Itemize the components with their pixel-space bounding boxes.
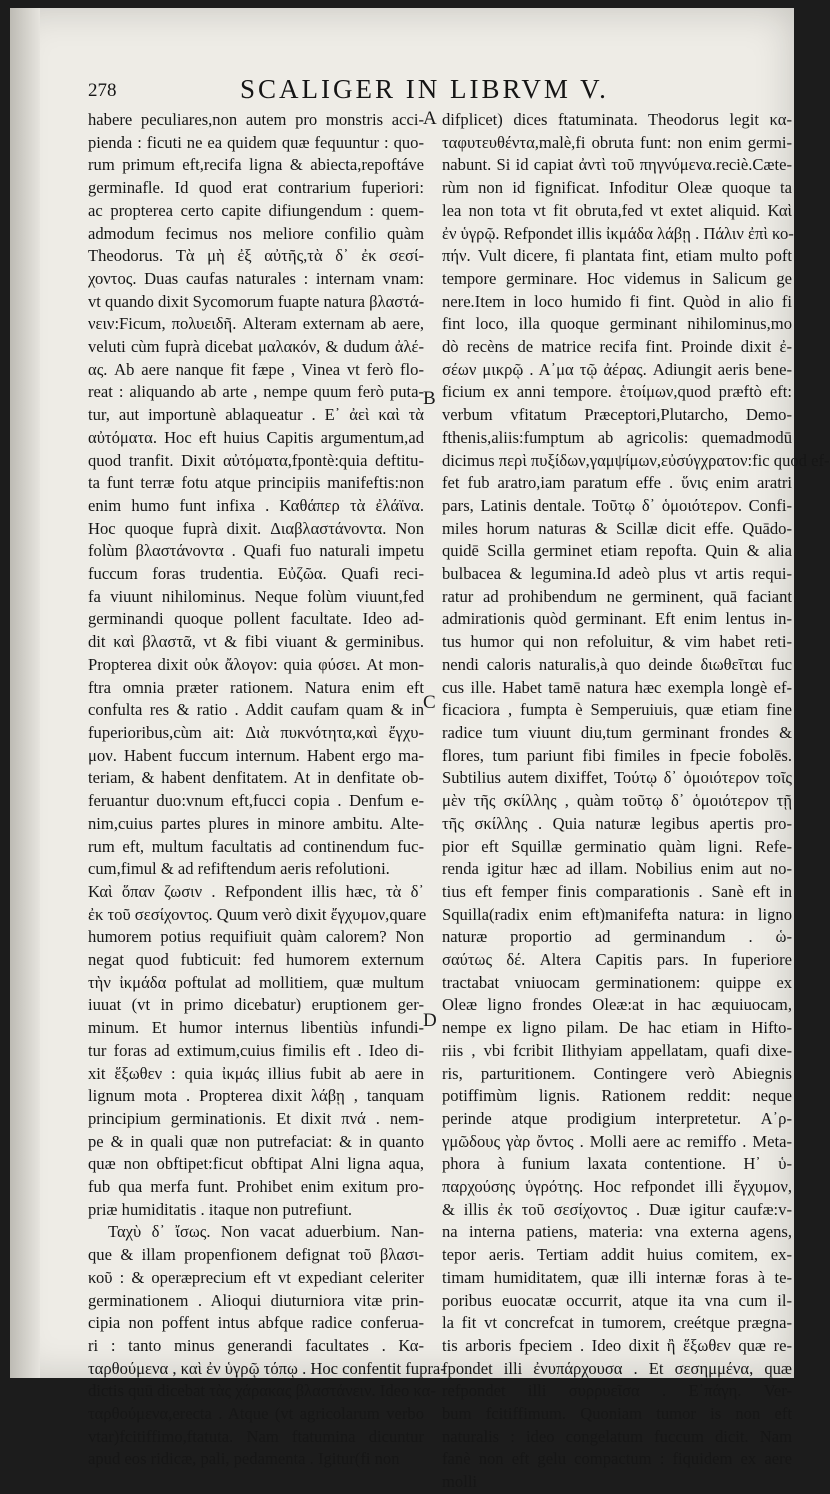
text-line: fint loco, illa quoque germinant nihilominus,mo	[442, 314, 792, 334]
text-line: κοῦ : & operæprecium eft vt expediant celeriter	[88, 1267, 424, 1287]
text-line: phora à funium laxata contentione. Η᾽ ὑ-	[442, 1154, 792, 1174]
text-line: Propterea dixit οὐκ ἄλογον: quia φύσει. At mon-	[88, 654, 424, 674]
text-line: μὲν τῆς σκίλλης , quàm τοῦτῳ δ᾽ ὁμοιότερον τῇ	[442, 791, 792, 811]
text-line: Καὶ ὅπαν ζωσιν . Refpondent illis hæc, τὰ δ᾽	[88, 881, 424, 901]
text-line: σαύτως δέ. Altera Capitis pars. In fuperiore	[442, 950, 792, 970]
text-line: xit ἕξωθεν : quia ἰκμάς illius fubit ab aere in	[88, 1063, 424, 1083]
text-line: ἐν ὑγρῷ. Refpondet illis ἰκμάδα λάβῃ . Πάλιν ἐπὶ κο-	[442, 223, 794, 243]
text-line: apud eos ridicæ, pali, pedamenta . Igitur(fi non	[88, 1449, 400, 1469]
text-line: ri : tanto minus generandi facultates . Κα-	[88, 1335, 424, 1355]
text-line: nere.Item in loco humido fi fint. Quòd in alio fi	[442, 291, 792, 311]
text-line: ταρθούμενα , καὶ ἐν ὑγρῷ τόπῳ . Hoc confentit fupra-	[88, 1358, 446, 1378]
text-line: dicimus περὶ πυξίδων,γαμψίμων,εὐσύγχρατον:fic quod ef-	[442, 450, 830, 470]
text-line: na interna patiens, materia: vna externa agens,	[442, 1222, 792, 1242]
text-line: nim,cuius partes plures in minore ambitu. Alte-	[88, 813, 424, 833]
text-line: χοντος. Duas caufas naturales : internam vnam:	[88, 268, 424, 288]
text-line: dictis quū dicebat τὰς χάρακας βλαστάνειν. Ideo κα-	[88, 1381, 436, 1401]
text-line: rum primum eft,recifa ligna & abiecta,repoftáve	[88, 155, 424, 175]
text-line: fpondet illi ἐνυπάρχουσα . Et σεσημμένα, quæ	[442, 1358, 792, 1378]
text-line: teriam, & habent denfitatem. At in denfitate ob-	[88, 768, 424, 788]
text-line: μον. Habent fuccum internum. Habent ergo ma-	[88, 745, 424, 765]
text-line: nempe ex ligno pilam. De hac etiam in Hifto-	[442, 1018, 792, 1038]
text-line: νειν:Ficum, πολυειδῆ. Alteram externam ab aere,	[88, 314, 424, 334]
left-text-column	[88, 109, 446, 1471]
text-line: tur foras ad extimum,cuius fimilis eft . Ideo di-	[88, 1040, 424, 1060]
page-header	[88, 74, 788, 110]
text-line: refpondet illi συρρυεῖσα . Ε᾽πάγη. Ver-	[442, 1381, 792, 1401]
text-line: germinafle. Id quod erat contrarium fuperiori:	[88, 178, 424, 198]
text-line: ftra omnia præter rationem. Natura enim eft	[88, 677, 424, 697]
text-line: tempore germinare. Hoc videmus in Salicum ge	[442, 268, 792, 288]
text-line: tepor aeris. Tertiam addit huius comitem, ex-	[442, 1245, 792, 1265]
text-line: πήν. Vult dicere, fi plantata fint, etiam multo poft	[442, 246, 792, 266]
margin-marker-d: D	[423, 1010, 437, 1031]
text-line: παρχούσης ὑγρότης. Hoc refpondet illi ἔγχυμον,	[442, 1177, 792, 1197]
text-line: γμῶδους γὰρ ὄντος . Molli aere ac remiffo . Meta-	[442, 1131, 792, 1151]
text-line: verbum vfitatum Præceptori,Plutarcho, Demo-	[442, 405, 792, 425]
text-line: cus ille. Habet tamē natura hæc exempla longè ef-	[442, 677, 792, 697]
margin-marker-b: B	[423, 388, 436, 409]
text-line: ficaciora , fumpta è Semperuiuis, quæ etiam fine	[442, 700, 792, 720]
text-line: tis arboris fpeciem . Ideo dixit ἢ ἕξωθεν quæ re-	[442, 1335, 792, 1355]
text-line: naturæ proportio ad germinandum . ὡ-	[442, 927, 792, 947]
text-line: τῆς σκίλλης . Quia naturæ legibus apertis pro-	[442, 813, 792, 833]
text-line: ac propterea certo capite difiungendum : quem-	[88, 200, 424, 220]
text-line: Squilla(radix enim eft)manifefta natura: in ligno	[442, 904, 792, 924]
text-line: folùm βλαστάνοντα . Quafi fuo naturali impetu	[88, 541, 424, 561]
text-line: minum. Et humor internus libentiùs infundi-	[88, 1018, 424, 1038]
text-line: renda igitur hæc ad illam. Nobilius enim aut no-	[442, 859, 792, 879]
margin-marker-a: A	[423, 108, 437, 129]
text-line: tractabat vniuocam germinationem: quippe ex	[442, 972, 792, 992]
text-line: vtar)fcitiffimo,ftatuta. Nam ftatumina dicuntur	[88, 1426, 424, 1446]
text-line: bum fcitiffimum. Quoniam tumor is non eft	[442, 1404, 792, 1424]
text-line: feruantur duo:vnum eft,fucci copia . Denfum e-	[88, 791, 424, 811]
text-line: perinde atque prodigium interpretetur. Α᾽ρ-	[442, 1108, 792, 1128]
text-line: nendi caloris naturalis,à quo deinde διωθεῖται fuc	[442, 654, 792, 674]
text-line: cipia non poffent intus abfque radice conferua-	[88, 1313, 424, 1333]
text-line: timam humiditatem, quæ illi internæ foras à te-	[442, 1267, 792, 1287]
text-line: fuperioribus,cùm ait: Διὰ πυκνότητα,καὶ ἔγχυ-	[88, 722, 424, 742]
text-line: poribus euocatæ occurrit, atque ita vna cum il-	[442, 1290, 792, 1310]
text-line: dò recèns de matrice recifa fint. Proinde dixit ἐ-	[442, 337, 792, 357]
text-line: vt quando dixit Sycomorum fuapte natura βλαστά-	[88, 291, 425, 311]
text-line: cum,fimul & ad refiftendum aeris refolutioni.	[88, 859, 390, 879]
text-line: que & illam propenfionem defignat τοῦ βλασι-	[88, 1245, 424, 1265]
text-line: veluti cùm fuprà dicebat μαλακόν, & dudum ἀλέ-	[88, 337, 424, 357]
text-line: germinandi quoque pollent facultate. Ideo ad-	[88, 609, 424, 629]
text-line: iuuat (vt in primo dicebatur) eruptionem ger-	[88, 995, 424, 1015]
text-line: tur, aut importunè ablaqueatur . Ε᾽ ἀεὶ καὶ τὰ	[88, 405, 424, 425]
text-line: miles horum naturas & Scillæ dicit effe. Quādo-	[442, 518, 792, 538]
text-line: enim humo funt infixa . Καθάπερ τὰ ἐλάϊνα.	[88, 495, 424, 515]
text-line: priæ humiditatis . itaque non putrefiunt.	[88, 1199, 353, 1219]
text-line: fuccum foras trudentia. Εὐζῶα. Quafi reci-	[88, 564, 424, 584]
text-line: negat quod fubticuit: fed humorem externum	[88, 950, 424, 970]
text-line: radice tum viuunt diu,tum germinant frondes &	[442, 722, 792, 742]
text-line: la fit vt concrefcat in tumorem, creétque prægna-	[442, 1313, 792, 1333]
text-line: fthenis,aliis:fumptum ab agricolis: quemadmodū	[442, 427, 792, 447]
text-line: quod tranfit. Dixit αὐτόματα,fpontè:quia deftitu-	[88, 450, 424, 470]
text-line: flores, tum pariunt fibi fimiles in fpecie fobolēs.	[442, 745, 792, 765]
text-line: ἐκ τοῦ σεσίχοντος. Quum verò dixit ἔγχυμον,quare	[88, 904, 427, 924]
text-line: potiffimùm lignis. Rationem reddit: neque	[442, 1086, 792, 1106]
text-line: riis , vbi fcribit Ilithyiam appellatam, quafi dixe-	[442, 1040, 792, 1060]
book-page	[10, 8, 830, 1492]
page-number: 278	[88, 80, 117, 101]
page-gutter-shadow	[10, 8, 40, 1378]
text-line: habere peculiares,non autem pro monstris acci-	[88, 110, 424, 129]
text-line: Ταχὺ δ᾽ ἴσως. Non vacat aduerbium. Nan-	[108, 1222, 424, 1242]
text-line: pienda : ficuti ne ea quidem quæ fequuntur : quo-	[88, 132, 424, 152]
text-line: Hoc quoque fuprà dixit. Διαβλαστάνοντα. Non	[88, 518, 424, 538]
text-line: admirationis quòd germinant. Eft enim lentus in-	[442, 609, 792, 629]
text-line: bulbacea & legumina.Id adeò plus vt artis requi-	[442, 564, 792, 584]
text-line: rum eft, multum facultatis ad continendum fuc-	[88, 836, 424, 856]
text-line: ταρθούμενα,erecta . Atque (vt agricolarum verbo	[88, 1404, 424, 1424]
text-line: τὴν ἰκμάδα poftulat ad mollitiem, quæ multum	[88, 972, 424, 992]
text-line: dit καὶ βλαστᾶ, vt & fibi viuant & germinibus.	[88, 632, 424, 652]
text-line: σέων μικρῷ . Α᾽μα τῷ ἀέρας. Adiungit aeris bene-	[442, 359, 792, 379]
text-line: ficium ex anni tempore. ἑτοίμων,quod præftò eft:	[442, 382, 792, 402]
text-line: humorem potius requifiuit quàm calorem? Non	[88, 927, 424, 947]
text-line: ας. Ab aere nanque fit fæpe , Vinea vt ferò flo-	[88, 359, 424, 379]
text-line: ta funt terræ fotu atque principiis manifeftis:non	[88, 473, 424, 493]
text-line: fa viuunt nihilominus. Neque folùm viuunt,fed	[88, 586, 424, 606]
text-line: nabunt. Si id capiat ἀντὶ τοῦ πηγνύμενα.reciè.Cæte-	[442, 155, 792, 175]
text-line: reat : aliquando ab arte , nempe quum ferò puta-	[88, 382, 424, 402]
text-line: ταφυτευθέντα,malè,fi obruta funt: non enim germi-	[442, 132, 792, 152]
text-line: lignum mota . Propterea dixit λάβῃ , tanquam	[88, 1086, 424, 1106]
text-line: admodum fecimus nos meliore confilio quàm	[88, 223, 424, 243]
text-line: Oleæ ligno frondes Oleæ:at in hac æquiuocam,	[442, 995, 792, 1015]
text-line: αὐτόματα. Hoc eft huius Capitis argumentum,ad	[88, 427, 424, 447]
text-line: pe & in quali quæ non putrefaciat: & in quanto	[88, 1131, 424, 1151]
text-line: & illis ἐκ τοῦ σεσίχοντος . Duæ igitur caufæ:v-	[442, 1199, 792, 1219]
text-line: pars, Latinis dentale. Τοῦτῳ δ᾽ ὁμοιότερον. Confi-	[442, 495, 792, 515]
running-title: SCALIGER IN LIBRVM V.	[240, 74, 609, 104]
text-line: ratur ad prohibendum ne germinent, quā faciant	[442, 586, 792, 606]
text-line: fub qua merfa funt. Prohibet enim exitum pro-	[88, 1177, 424, 1197]
right-text-column	[442, 109, 830, 1494]
text-line: fet fub aratro,iam paratum effe . ὕνις enim aratri	[442, 473, 792, 493]
text-line: Theodorus. Τὰ μὴ ἐξ αὐτῆς,τὰ δ᾽ ἐκ σεσί-	[88, 246, 424, 266]
text-line: naturalis : ideo congelatum fuccum dicit. Nam	[442, 1426, 792, 1446]
text-line: confulta res & ratio . Addit caufam quam & in	[88, 700, 424, 720]
text-line: molli	[442, 1472, 478, 1492]
text-line: Subtilius autem dixiffet, Τούτῳ δ᾽ ὁμοιότερον τοῖς	[442, 768, 792, 788]
text-line: pior eft Squillæ germinatio quàm ligni. Refe-	[442, 836, 792, 856]
text-line: quæ non obftipet:ficut obftipat Alni ligna aqua,	[88, 1154, 424, 1174]
text-line: tus humor qui non refoluitur, & vim habet reti-	[442, 632, 792, 652]
text-line: germinationem . Alioqui diuturniora vitæ prin-	[88, 1290, 424, 1310]
text-line: difplicet) dices ftatuminata. Theodorus legit κα-	[442, 110, 792, 129]
margin-marker-c: C	[423, 692, 436, 713]
text-line: quidē Scilla germinet etiam repofta. Quin & alia	[442, 541, 792, 561]
text-line: tius eft femper finis comparationis . Sanè eft in	[442, 881, 792, 901]
text-line: rùm non id fignificat. Infoditur Oleæ quoque ta	[442, 178, 792, 198]
text-line: fanè non eft gelu compactum : fiquidem ex aere	[442, 1449, 792, 1469]
text-line: lea non tota vt fit obruta,fed vt extet aliquid. Καὶ	[442, 200, 792, 220]
text-line: principium germinationis. Et dixit πνά . nem-	[88, 1108, 424, 1128]
text-line: ris, parturitionem. Contingere verò Abiegnis	[442, 1063, 792, 1083]
